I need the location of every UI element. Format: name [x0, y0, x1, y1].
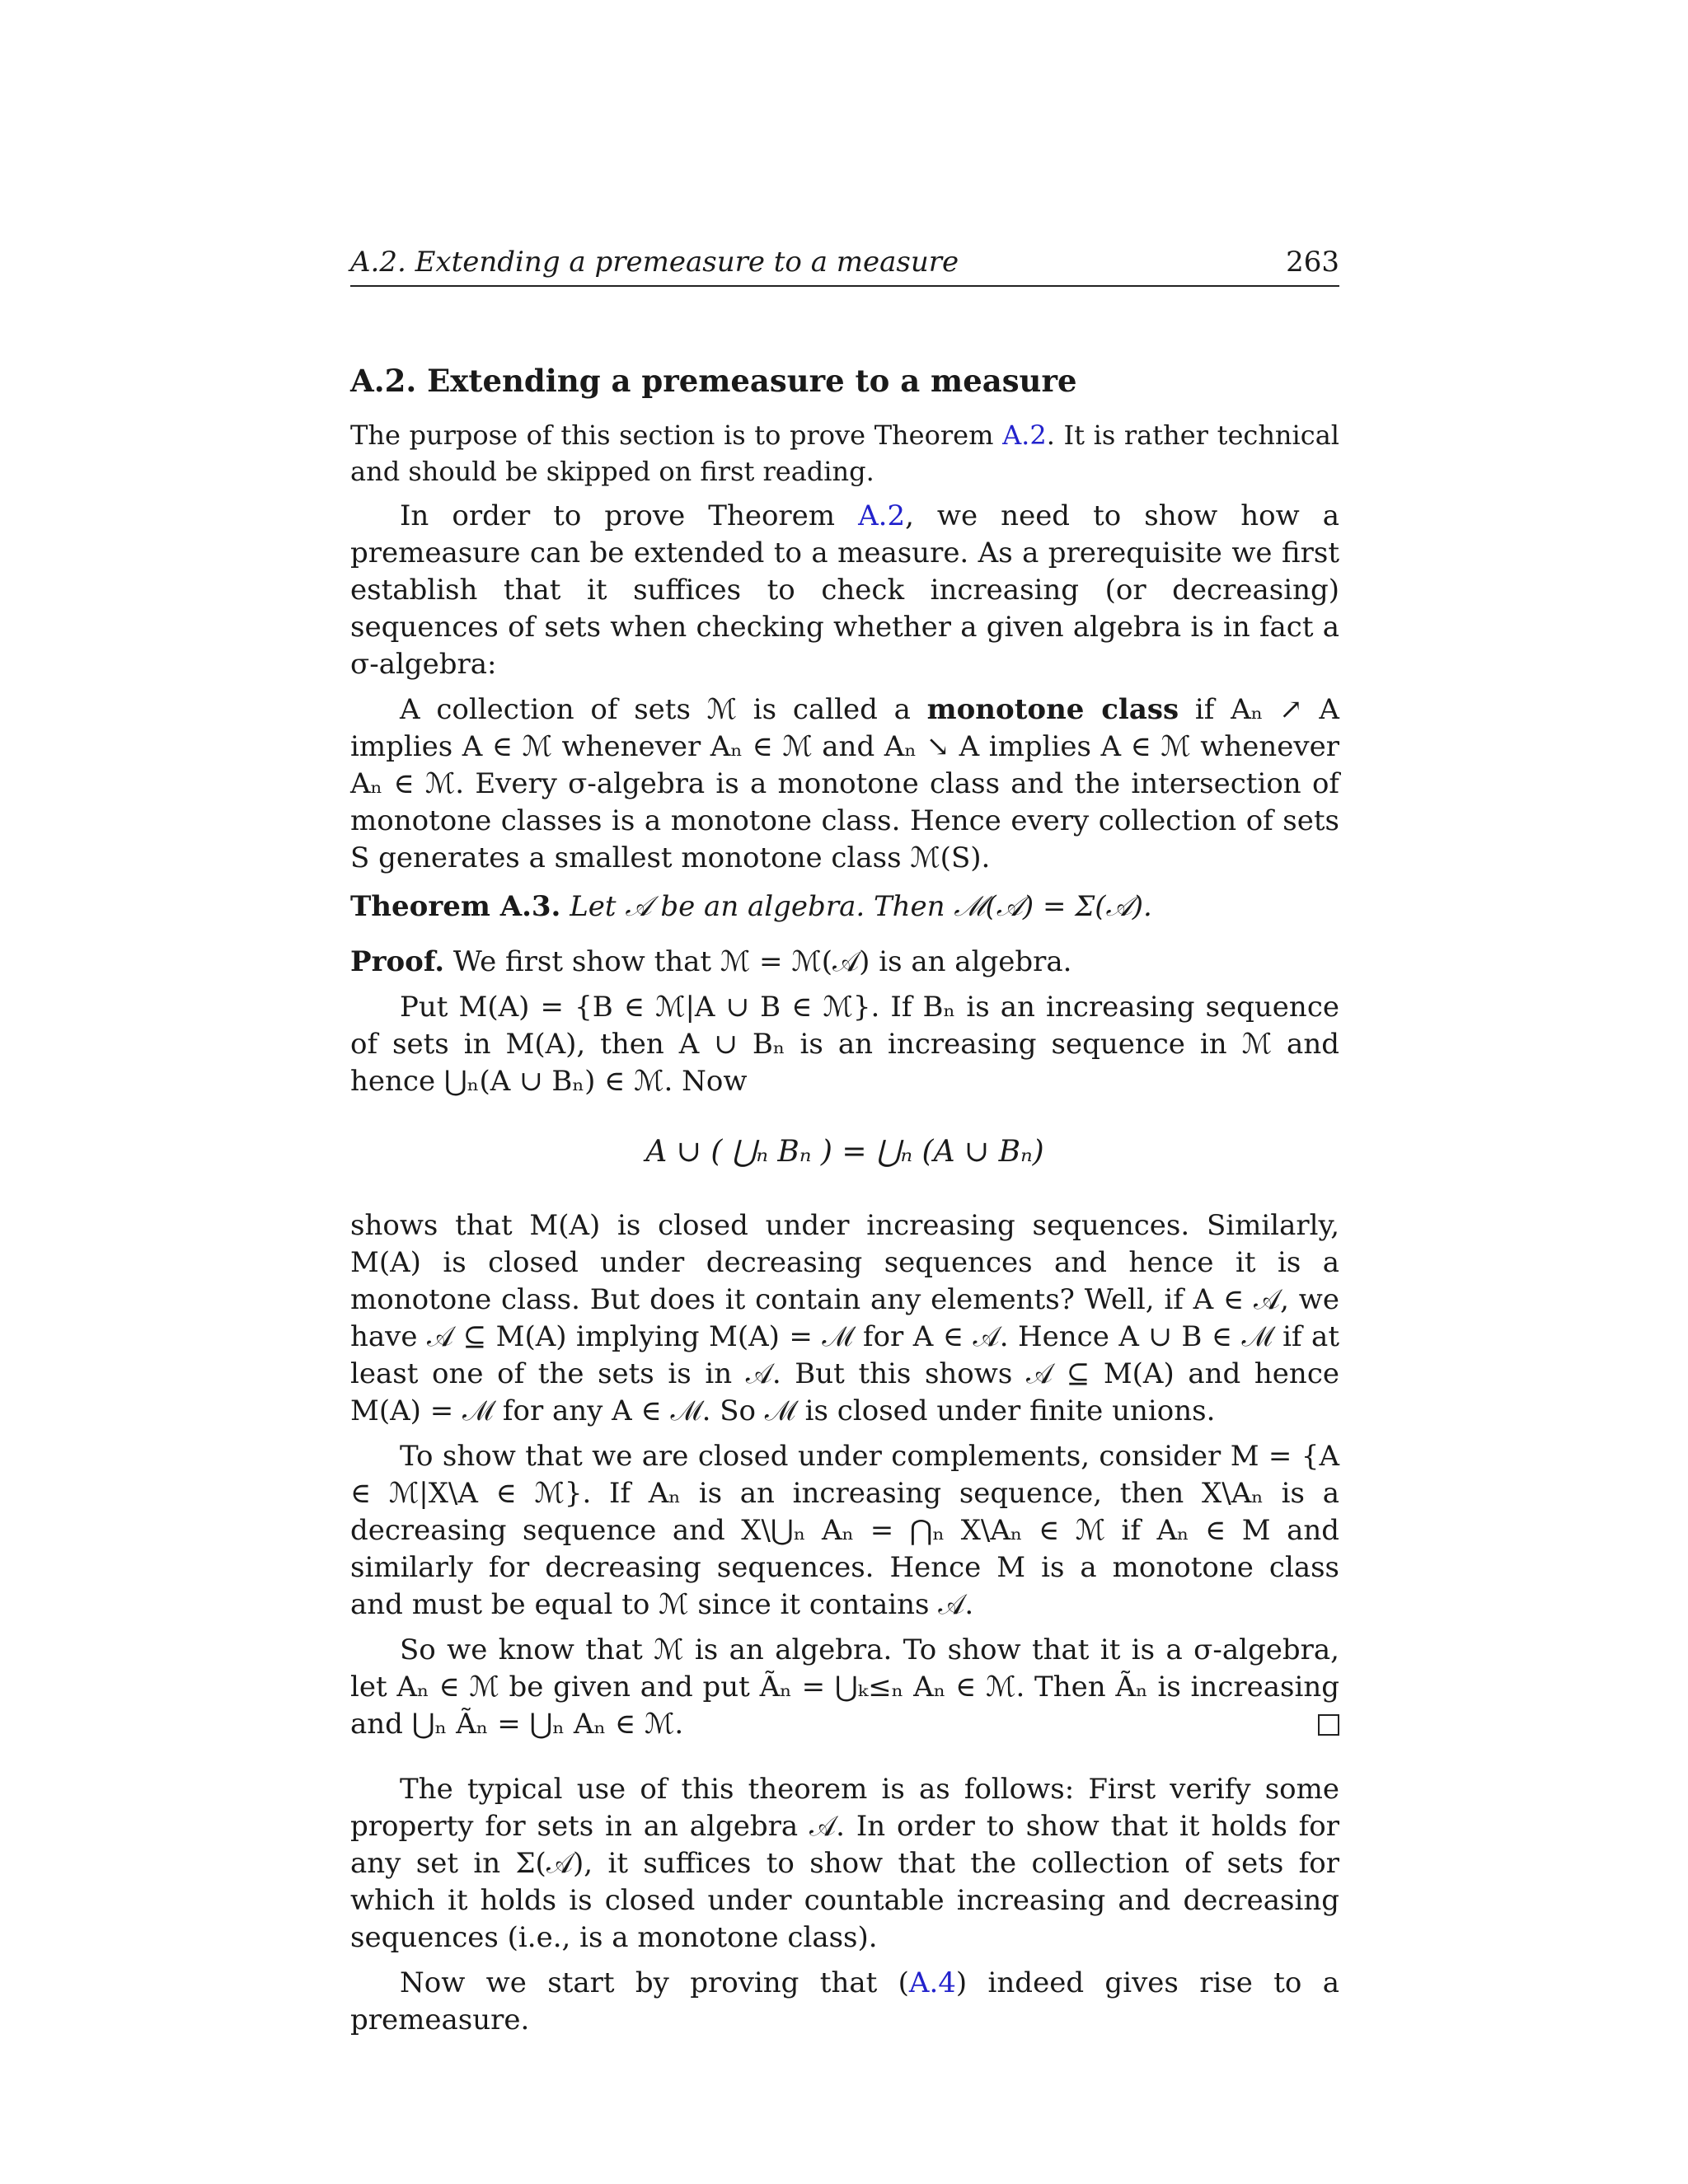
proof-label: Proof. — [350, 945, 445, 978]
equation-link[interactable]: A.4 — [908, 1966, 956, 1999]
display-equation — [350, 1112, 1339, 1191]
intro-text-1: The purpose of this section is to prove Theorem — [350, 419, 1003, 451]
section-title: A.2. Extending a premeasure to a measure — [350, 363, 1077, 399]
proof-start — [350, 944, 1339, 981]
proof-text: We first show that ℳ = ℳ(𝒜) is an algebra. — [444, 945, 1072, 978]
monotone-text-1: A collection of sets ℳ is called a — [400, 693, 927, 726]
theorem-statement — [350, 888, 1339, 926]
page-number: 263 — [1286, 246, 1339, 279]
paragraph-complements: To show that we are closed under complements, consider M = {A ∈ ℳ|X\A ∈ ℳ}. If Aₙ is an increasing sequence, then X\Aₙ is a decreasing sequence and X\⋃ₙ Aₙ = ⋂ₙ X\Aₙ ∈ ℳ if Aₙ ∈ M and similarly for decreasing sequences. Hence M is a monotone class and must be equal to ℳ since it contains 𝒜. — [350, 1440, 1339, 1621]
now-text-1: Now we start by proving that ( — [400, 1966, 909, 1999]
sigma-text: So we know that ℳ is an algebra. To show that it is a σ-algebra, let Aₙ ∈ ℳ be given and put Ãₙ = ⋃ₖ≤ₙ Aₙ ∈ ℳ. Then Ãₙ is increasing and ⋃ₙ Ãₙ = ⋃ₙ Aₙ ∈ ℳ. — [350, 1633, 1339, 1741]
running-title: A.2. Extending a premeasure to a measure — [350, 246, 959, 279]
paragraph-monotone-class — [350, 691, 1339, 877]
theorem-text: Let 𝒜 be an algebra. Then ℳ(𝒜) = Σ(𝒜). — [560, 890, 1152, 923]
theorem-link[interactable]: A.2 — [858, 499, 906, 532]
paragraph-sigma-algebra — [350, 1632, 1339, 1743]
prerequisite-text-2: , we need to show how a premeasure can be extended to a measure. As a prerequisite we first establish that it suffices to check increasing (or decreasing) sequences of sets when checking whether a given algebra is in fact a σ-algebra: — [350, 499, 1339, 681]
qed-symbol — [1318, 1714, 1339, 1736]
theorem-link[interactable]: A.2 — [1002, 419, 1047, 451]
intro-text-2: . It is rather technical and should be skipped on first reading. — [350, 419, 1340, 487]
defined-term: monotone class — [926, 693, 1179, 726]
equation: A ∪ ( ⋃ₙ Bₙ ) = ⋃ₙ (A ∪ Bₙ) — [645, 1134, 1044, 1169]
intro-paragraph — [350, 417, 1339, 490]
running-header — [350, 246, 1339, 287]
body-text — [350, 361, 1339, 2047]
paragraph-prerequisite — [350, 498, 1339, 683]
now-text-2: ) indeed gives rise to a premeasure. — [350, 1966, 1339, 2036]
theorem-label: Theorem A.3. — [350, 890, 561, 923]
paragraph-typical-use: The typical use of this theorem is as follows: First verify some property for sets in an algebra 𝒜. In order to show that it holds for any set in Σ(𝒜), it suffices to show that the collection of sets for which it holds is closed under countable increasing and decreasing sequences (i.e., is a monotone class). — [350, 1773, 1339, 1954]
prerequisite-text-1: In order to prove Theorem — [400, 499, 859, 532]
monotone-text-2: if Aₙ ↗ A implies A ∈ ℳ whenever Aₙ ∈ ℳ and Aₙ ↘ A implies A ∈ ℳ whenever Aₙ ∈ ℳ. Every σ-algebra is a monotone class and the intersection of monotone classes is a monotone class. Hence every collection of sets S generates a smallest monotone class ℳ(S). — [350, 693, 1339, 874]
paragraph-now — [350, 1965, 1339, 2039]
paragraph-put: Put M(A) = {B ∈ ℳ|A ∪ B ∈ ℳ}. If Bₙ is an increasing sequence of sets in M(A), then A ∪ Bₙ is an increasing sequence in ℳ and hence ⋃ₙ(A ∪ Bₙ) ∈ ℳ. Now — [350, 991, 1339, 1098]
paragraph-closed: shows that M(A) is closed under increasing sequences. Similarly, M(A) is closed under decreasing sequences and hence it is a monotone class. But does it contain any elements? Well, if A ∈ 𝒜, we have 𝒜 ⊆ M(A) implying M(A) = ℳ for A ∈ 𝒜. Hence A ∪ B ∈ ℳ if at least one of the sets is in 𝒜. But this shows 𝒜 ⊆ M(A) and hence M(A) = ℳ for any A ∈ ℳ. So ℳ is closed under finite unions. — [350, 1209, 1339, 1427]
